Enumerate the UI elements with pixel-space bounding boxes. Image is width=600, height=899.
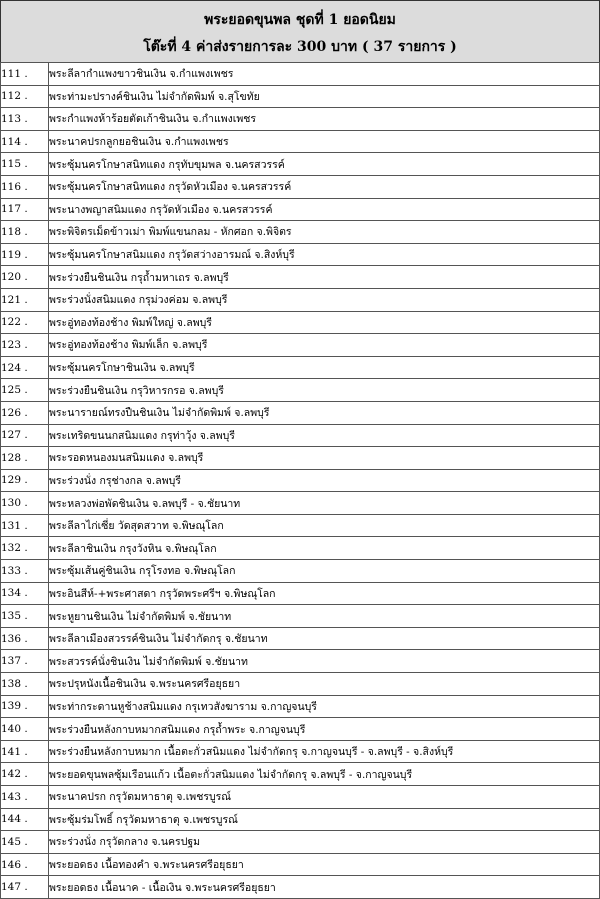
table-row (1, 243, 600, 266)
item-number: 135 . (1, 605, 49, 628)
item-name: พระหูยานชินเงิน ไม่จำกัดพิมพ์ จ.ชัยนาท (49, 605, 600, 628)
item-name: พระอินสีห์-+พระศาสดา กรุวัดพระศรีฯ จ.พิษณุโลก (49, 582, 600, 605)
table-row (1, 831, 600, 854)
item-number: 126 . (1, 401, 49, 424)
table-row (1, 492, 600, 515)
item-name: พระยอดขุนพลซุ้มเรือนแก้ว เนื้อตะกั่วสนิมแดง ไม่จำกัดกรุ จ.ลพบุรี - จ.กาญจนบุรี (49, 763, 600, 786)
item-name: พระหลวงพ่อพัดชินเงิน จ.ลพบุรี - จ.ชัยนาท (49, 492, 600, 515)
item-name: พระอู่ทองท้องช้าง พิมพ์เล็ก จ.ลพบุรี (49, 334, 600, 357)
item-number: 141 . (1, 740, 49, 763)
item-number: 115 . (1, 153, 49, 176)
table-row (1, 356, 600, 379)
item-number: 125 . (1, 379, 49, 402)
item-number: 123 . (1, 334, 49, 357)
item-number: 130 . (1, 492, 49, 515)
item-number: 117 . (1, 198, 49, 221)
item-number: 136 . (1, 627, 49, 650)
table-row (1, 311, 600, 334)
table-row (1, 85, 600, 108)
table-row (1, 740, 600, 763)
item-number: 113 . (1, 108, 49, 131)
table-row (1, 537, 600, 560)
table-row (1, 153, 600, 176)
table-row (1, 334, 600, 357)
item-name: พระท่ากระดานหูช้างสนิมแดง กรุเทวสังฆาราม จ.กาญจนบุรี (49, 695, 600, 718)
table-row (1, 379, 600, 402)
item-number: 140 . (1, 718, 49, 741)
item-name: พระร่วงยืนชินเงิน กรุถ้ำมหาเถร จ.ลพบุรี (49, 266, 600, 289)
item-number: 143 . (1, 786, 49, 809)
item-number: 129 . (1, 469, 49, 492)
table-row (1, 605, 600, 628)
table-row (1, 876, 600, 899)
item-name: พระสวรรค์นั่งชินเงิน ไม่จำกัดพิมพ์ จ.ชัยนาท (49, 650, 600, 673)
item-name: พระเทริดขนนกสนิมแดง กรุท่าวุ้ง จ.ลพบุรี (49, 424, 600, 447)
item-name: พระซุ้มนครโกษาชินเงิน จ.ลพบุรี (49, 356, 600, 379)
item-name: พระซุ้มเส้นคู่ชินเงิน กรุโรงทอ จ.พิษณุโลก (49, 560, 600, 583)
item-number: 114 . (1, 130, 49, 153)
item-number: 111 . (1, 63, 49, 86)
item-name: พระท่ามะปรางค์ชินเงิน ไม่จำกัดพิมพ์ จ.สุโขทัย (49, 85, 600, 108)
table-row (1, 582, 600, 605)
item-name: พระนาคปรกลูกยอชินเงิน จ.กำแพงเพชร (49, 130, 600, 153)
page-title: พระยอดขุนพล ชุดที่ 1 ยอดนิยม (204, 12, 396, 28)
item-name: พระนารายณ์ทรงปืนชินเงิน ไม่จำกัดพิมพ์ จ.ลพบุรี (49, 401, 600, 424)
item-name: พระพิจิตรเม็ดข้าวเม่า พิมพ์แขนกลม - หักศอก จ.พิจิตร (49, 221, 600, 244)
table-row (1, 469, 600, 492)
item-name: พระรอดหนองมนสนิมแดง จ.ลพบุรี (49, 447, 600, 470)
item-number: 118 . (1, 221, 49, 244)
table-row (1, 108, 600, 131)
table-row (1, 130, 600, 153)
table-row (1, 175, 600, 198)
item-number: 124 . (1, 356, 49, 379)
item-number: 146 . (1, 853, 49, 876)
item-number: 121 . (1, 288, 49, 311)
item-name: พระนางพญาสนิมแดง กรุวัดหัวเมือง จ.นครสวรรค์ (49, 198, 600, 221)
item-number: 116 . (1, 175, 49, 198)
table-row (1, 560, 600, 583)
table-row (1, 198, 600, 221)
item-name: พระปรุหนังเนื้อชินเงิน จ.พระนครศรีอยุธยา (49, 673, 600, 696)
table-row (1, 424, 600, 447)
item-name: พระร่วงยืนหลังกาบหมาก เนื้อตะกั่วสนิมแดง ไม่จำกัดกรุ จ.กาญจนบุรี - จ.ลพบุรี - จ.สิงห์บุรี (49, 740, 600, 763)
item-number: 120 . (1, 266, 49, 289)
item-number: 122 . (1, 311, 49, 334)
item-number: 133 . (1, 560, 49, 583)
item-name: พระร่วงนั่ง กรุวัดกลาง จ.นครปฐม (49, 831, 600, 854)
item-number: 145 . (1, 831, 49, 854)
page-subtitle: โต๊ะที่ 4 ค่าส่งรายการละ 300 บาท ( 37 รายการ ) (143, 39, 457, 55)
header-box (0, 0, 600, 63)
table-row (1, 63, 600, 86)
item-name: พระร่วงนั่ง กรุช่างกล จ.ลพบุรี (49, 469, 600, 492)
item-number: 138 . (1, 673, 49, 696)
table-row (1, 673, 600, 696)
item-number: 144 . (1, 808, 49, 831)
item-name: พระลีลาไก่เซี่ย วัดสุดสวาท จ.พิษณุโลก (49, 514, 600, 537)
amulet-table (0, 62, 600, 899)
item-name: พระลีลาเมืองสวรรค์ชินเงิน ไม่จำกัดกรุ จ.ชัยนาท (49, 627, 600, 650)
item-number: 131 . (1, 514, 49, 537)
item-number: 119 . (1, 243, 49, 266)
item-name: พระซุ้มนครโกษาสนิมแดง กรุวัดสว่างอารมณ์ จ.สิงห์บุรี (49, 243, 600, 266)
item-number: 112 . (1, 85, 49, 108)
table-row (1, 763, 600, 786)
table-row (1, 266, 600, 289)
item-number: 142 . (1, 763, 49, 786)
table-row (1, 627, 600, 650)
table-row (1, 853, 600, 876)
table-row (1, 401, 600, 424)
amulet-rows (1, 63, 600, 899)
item-name: พระร่วงยืนชินเงิน กรุวิหารกรอ จ.ลพบุรี (49, 379, 600, 402)
item-name: พระอู่ทองท้องช้าง พิมพ์ใหญ่ จ.ลพบุรี (49, 311, 600, 334)
item-name: พระยอดธง เนื้อนาค - เนื้อเงิน จ.พระนครศรีอยุธยา (49, 876, 600, 899)
item-name: พระร่วงยืนหลังกาบหมากสนิมแดง กรุถ้ำพระ จ.กาญจนบุรี (49, 718, 600, 741)
item-number: 134 . (1, 582, 49, 605)
item-number: 139 . (1, 695, 49, 718)
item-name: พระซุ้มร่มโพธิ์ กรุวัดมหาธาตุ จ.เพชรบูรณ์ (49, 808, 600, 831)
item-name: พระซุ้มนครโกษาสนิทแดง กรุทับขุมพล จ.นครสวรรค์ (49, 153, 600, 176)
table-row (1, 695, 600, 718)
item-number: 127 . (1, 424, 49, 447)
table-row (1, 786, 600, 809)
item-name: พระลีลาชินเงิน กรุงวังหิน จ.พิษณุโลก (49, 537, 600, 560)
item-name: พระลีลากำแพงขาวชินเงิน จ.กำแพงเพชร (49, 63, 600, 86)
table-row (1, 288, 600, 311)
table-row (1, 650, 600, 673)
item-name: พระซุ้มนครโกษาสนิทแดง กรุวัดหัวเมือง จ.นครสวรรค์ (49, 175, 600, 198)
item-name: พระกำแพงห้าร้อยตัดเก้าชินเงิน จ.กำแพงเพชร (49, 108, 600, 131)
item-name: พระนาคปรก กรุวัดมหาธาตุ จ.เพชรบูรณ์ (49, 786, 600, 809)
item-name: พระยอดธง เนื้อทองคำ จ.พระนครศรีอยุธยา (49, 853, 600, 876)
table-row (1, 221, 600, 244)
table-row (1, 718, 600, 741)
item-number: 132 . (1, 537, 49, 560)
table-row (1, 808, 600, 831)
item-number: 128 . (1, 447, 49, 470)
table-row (1, 447, 600, 470)
item-number: 137 . (1, 650, 49, 673)
item-number: 147 . (1, 876, 49, 899)
item-name: พระร่วงนั่งสนิมแดง กรุม่วงค่อม จ.ลพบุรี (49, 288, 600, 311)
table-row (1, 514, 600, 537)
